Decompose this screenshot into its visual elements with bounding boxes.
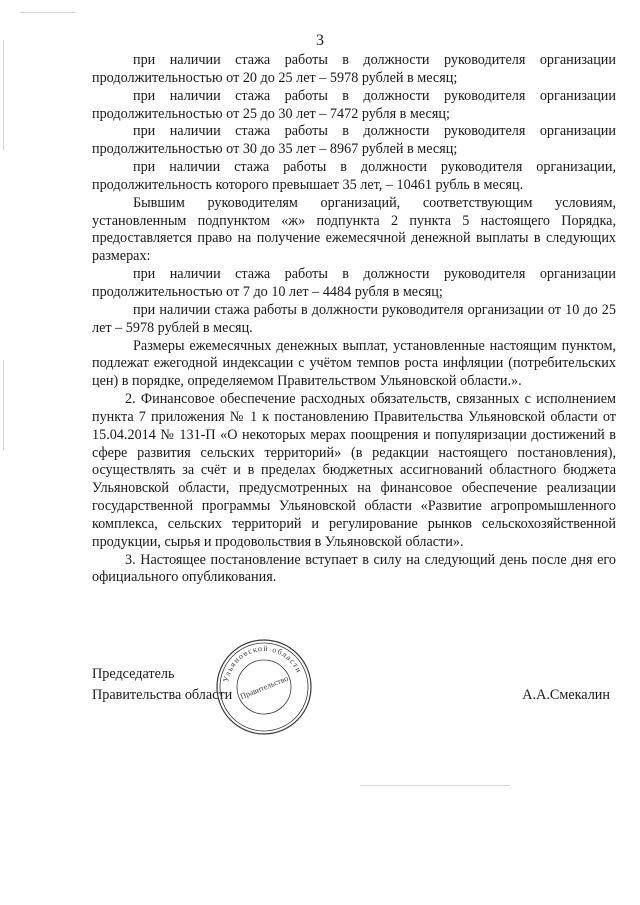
stamp-center-text: Правительство xyxy=(238,673,290,702)
paragraph: при наличии стажа работы в должности руководителя организации продолжительностью от 30 до 35 лет – 8967 рублей в месяц; xyxy=(92,123,616,158)
signature-block xyxy=(92,664,616,706)
paragraph: Бывшим руководителям организаций, соответствующим условиям, установленным подпунктом «ж» подпункта 2 пункта 5 настоящего Порядка, предоставляется право на получение ежемесячной денежной выплаты в следующих размерах: xyxy=(92,194,616,265)
paragraph: Размеры ежемесячных денежных выплат, установленные настоящим пунктом, подлежат ежегодной индексации с учётом темпов роста инфляции (потребительских цен) в порядке, определяемом Правительством Ульяновской области.». xyxy=(92,337,616,390)
scan-margin-mark xyxy=(360,785,510,786)
document-body xyxy=(92,52,616,587)
official-stamp xyxy=(214,637,314,737)
scan-margin-mark xyxy=(3,360,4,450)
signatory-name: А.А.Смекалин xyxy=(522,687,610,703)
signatory-role-line1: Председатель xyxy=(92,666,175,682)
signatory-role-line2: Правительства области xyxy=(92,687,233,703)
paragraph: при наличии стажа работы в должности руководителя организации продолжительностью от 7 до 10 лет – 4484 рубля в месяц; xyxy=(92,266,616,300)
scan-margin-mark xyxy=(3,40,4,150)
stamp-ring-text: Ульяновской области xyxy=(221,643,304,683)
paragraph: при наличии стажа работы в должности руководителя организации продолжительностью от 25 до 30 лет – 7472 рубля в месяц; xyxy=(92,87,616,122)
paragraph: при наличии стажа работы в должности руководителя организации от 10 до 25 лет – 5978 рублей в месяц. xyxy=(92,301,616,336)
page-number: 3 xyxy=(316,32,324,49)
paragraph: 2. Финансовое обеспечение расходных обязательств, связанных с исполнением пункта 7 приложения № 1 к постановлению Правительства Ульяновской области от 15.04.2014 № 131-П «О некоторых мерах поощрения и популяризации достижений в сфере развития сельских территорий» (в редакции настоящего постановления), осуществлять за счёт и в пределах бюджетных ассигнований областного бюджета Ульяновской области, предусмотренных на финансовое обеспечение реализации государственной программы Ульяновской области «Развитие агропромышленного комплекса, сельских территорий и регулирование рынков сельскохозяйственной продукции, сырья и продовольствия в Ульяновской области». xyxy=(92,391,616,550)
paragraph: 3. Настоящее постановление вступает в силу на следующий день после дня его официального опубликования. xyxy=(92,551,616,586)
paragraph: при наличии стажа работы в должности руководителя организации продолжительностью от 20 до 25 лет – 5978 рублей в месяц; xyxy=(92,52,616,86)
paragraph: при наличии стажа работы в должности руководителя организации, продолжительность которого превышает 35 лет, – 10461 рубль в месяц. xyxy=(92,159,616,193)
scan-margin-mark xyxy=(20,12,75,13)
